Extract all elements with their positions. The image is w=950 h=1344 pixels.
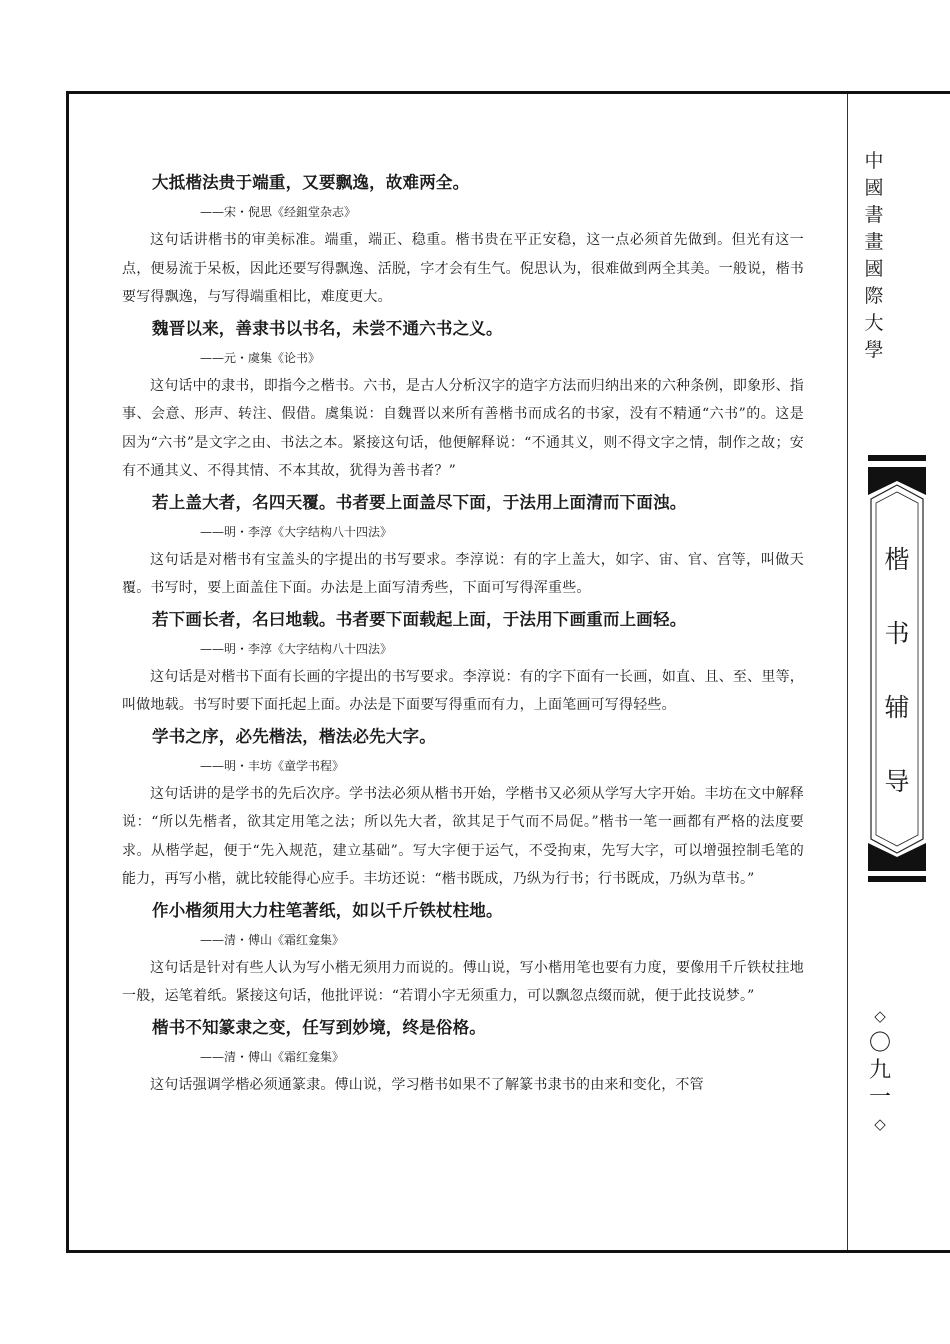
- entry-explanation: 这句话讲的是学书的先后次序。学书法必须从楷书开始，学楷书又必须从学写大字开始。丰坊在文中解释说：“所以先楷者，欲其定用笔之法；所以先大者，欲其足于气而不局促。”楷书一笔一画都有严格的法度要求。从楷学起，便于“先入规范，建立基础”。写大字便于运气，不受拘束，先写大字，可以增强控制毛笔的能力，再写小楷，就比较能得心应手。丰坊还说：“楷书既成，乃纵为行书；行书既成，乃纵为草书。”: [122, 785, 804, 887]
- frame-bottom-border: [66, 1250, 950, 1253]
- section-char: 辅: [884, 693, 910, 722]
- entry-source: ——明・李淳《大字结构八十四法》: [200, 524, 393, 539]
- running-title: [858, 148, 890, 364]
- title-char: 中: [864, 150, 884, 172]
- entry-quote: 若下画长者，名曰地载。书者要下面载起上面，于法用下画重而上画轻。: [152, 609, 687, 629]
- entry-explanation: 这句话是针对有些人认为写小楷无须用力而说的。傅山说，写小楷用笔也要有力度，要像用千斤铁杖拄地一般，运笔着纸。紧接这句话，他批评说：“若谓小字无须重力，可以飘忽点缀而就，便于此技说梦。”: [122, 959, 804, 1004]
- entry-explanation: 这句话讲楷书的审美标准。端重，端正、稳重。楷书贵在平正安稳，这一点必须首先做到。但光有这一点，便易流于呆板，因此还要写得飘逸、活脱，字才会有生气。倪思认为，很难做到两全其美。一般说，楷书要写得飘逸，与写得端重相比，难度更大。: [122, 232, 804, 305]
- section-title: [868, 540, 926, 836]
- title-char: 國: [864, 177, 884, 199]
- entry: [122, 314, 804, 486]
- entry-explanation: 这句话是对楷书有宝盖头的字提出的书写要求。李淳说：有的字上盖大，如字、宙、官、宫等，叫做天覆。书写时，要上面盖住下面。办法是上面写清秀些，下面可写得浑重些。: [122, 551, 804, 596]
- banner-top-band: [868, 455, 926, 461]
- entry-source: ——元・虞集《论书》: [200, 350, 321, 365]
- entry-quote: 楷书不知篆隶之变，任写到妙境，终是俗格。: [152, 1017, 486, 1037]
- page-digit: 〇: [868, 1031, 891, 1056]
- section-char: 书: [884, 619, 910, 648]
- entry-source: ——宋・倪思《经鉏堂杂志》: [200, 205, 357, 219]
- banner-bottom-arrow: [868, 843, 926, 871]
- page-digit: 九: [868, 1058, 891, 1083]
- diamond-icon: ◇: [874, 1007, 886, 1025]
- banner-top-arrow: [868, 467, 926, 495]
- entry: [122, 896, 804, 1011]
- entry-source: ——清・傅山《霜红龛集》: [200, 932, 345, 947]
- entry-quote: 魏晋以来，善隶书以书名，未尝不通六书之义。: [152, 318, 503, 338]
- entry: [122, 605, 804, 720]
- title-char: 畫: [864, 231, 884, 253]
- title-char: 書: [864, 204, 884, 226]
- entry: [122, 1013, 804, 1100]
- entry: [122, 168, 804, 312]
- section-char: 导: [884, 767, 910, 796]
- entry-quote: 大抵楷法贵于端重，又要飘逸，故难两全。: [152, 173, 470, 192]
- title-char: 學: [864, 339, 884, 361]
- entry-explanation: 这句话强调学楷必须通篆隶。傅山说，学习楷书如果不了解篆书隶书的由来和变化，不管: [150, 1076, 704, 1093]
- entry-quote: 作小楷须用大力柱笔著纸，如以千斤铁杖柱地。: [152, 900, 503, 920]
- page-number: [862, 1003, 898, 1138]
- frame-top-border: [66, 91, 950, 94]
- entry: [122, 488, 804, 603]
- frame-left-border: [66, 91, 69, 1253]
- entry-quote: 学书之序，必先楷法，楷法必先大字。: [152, 726, 436, 746]
- title-char: 際: [864, 285, 884, 307]
- title-char: 國: [864, 258, 884, 280]
- sidebar-divider: [847, 94, 848, 1250]
- entry: [122, 722, 804, 894]
- banner-bottom-band: [868, 876, 926, 882]
- main-text: [122, 168, 804, 1101]
- entry-source: ——清・傅山《霜红龛集》: [200, 1049, 345, 1064]
- page-digit: 一: [868, 1085, 891, 1110]
- section-char: 楷: [884, 545, 910, 574]
- entry-source: ——明・丰坊《童学书程》: [200, 758, 345, 773]
- entry-source: ——明・李淳《大字结构八十四法》: [200, 641, 393, 656]
- entry-explanation: 这句话中的隶书，即指今之楷书。六书，是古人分析汉字的造字方法而归纳出来的六种条例，即象形、指事、会意、形声、转注、假借。虞集说：自魏晋以来所有善楷书而成名的书家，没有不精通“六书”的。这是因为“六书”是文字之由、书法之本。紧接这句话，他便解释说：“不通其义，则不得文字之情，制作之故；安有不通其义、不得其情、不本其故，犹得为善书者？”: [122, 377, 804, 479]
- entry-quote: 若上盖大者，名四天覆。书者要上面盖尽下面，于法用上面清而下面浊。: [152, 492, 687, 512]
- title-char: 大: [864, 312, 884, 334]
- diamond-icon: ◇: [874, 1115, 886, 1133]
- entry-explanation: 这句话是对楷书下面有长画的字提出的书写要求。李淳说：有的字下面有一长画，如直、且、至、里等，叫做地载。书写时要下面托起上面。办法是下面要写得重而有力，上面笔画可写得轻些。: [122, 668, 804, 713]
